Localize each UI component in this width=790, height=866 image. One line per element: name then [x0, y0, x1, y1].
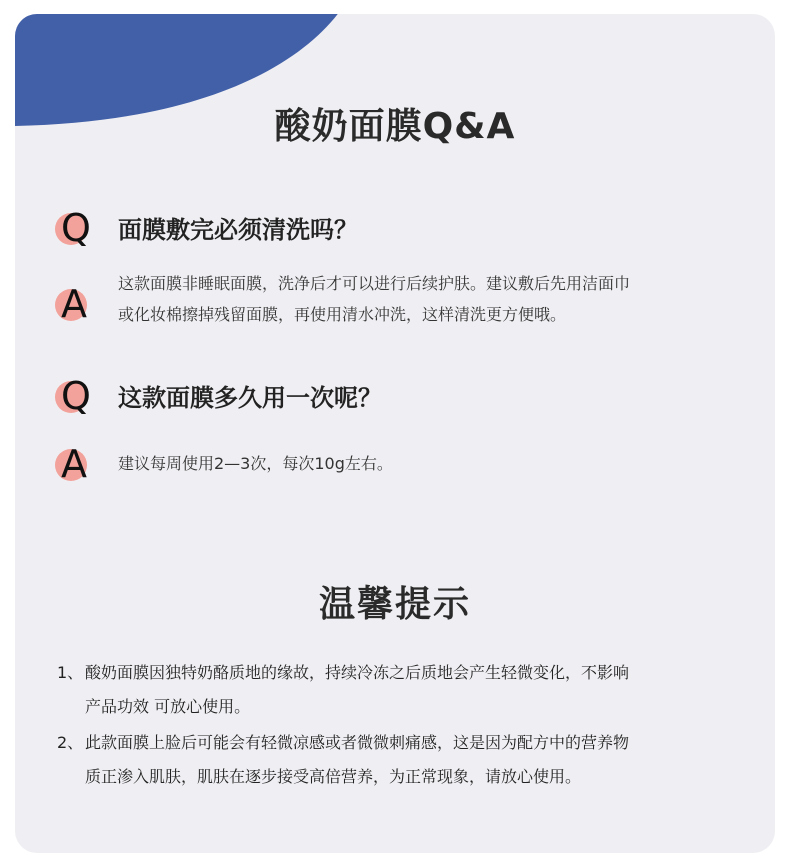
answer-2-line-1: 建议每周使用2—3次，每次10g左右。 — [118, 454, 393, 473]
page-title: 酸奶面膜Q&A — [274, 106, 516, 147]
badge-letter-a: A — [61, 282, 87, 326]
answer-badge-icon — [55, 283, 97, 325]
tip-2-number: 2、 — [57, 733, 84, 752]
tip-1-line-2: 产品功效 可放心使用。 — [85, 697, 251, 716]
answer-1-line-1: 这款面膜非睡眠面膜，洗净后才可以进行后续护肤。建议敷后先用洁面巾 — [118, 274, 631, 293]
content-card — [15, 14, 775, 853]
tip-item-1 — [57, 656, 747, 724]
question-badge-icon — [55, 375, 97, 417]
answer-1 — [118, 268, 718, 330]
answer-1-line-2: 或化妆棉擦掉残留面膜，再使用清水冲洗，这样清洗更方便哦。 — [118, 305, 567, 324]
badge-letter-a: A — [61, 442, 87, 486]
tip-2-line-1: 此款面膜上脸后可能会有轻微凉感或者微微刺痛感，这是因为配方中的营养物 — [85, 733, 630, 752]
badge-letter-q: Q — [61, 206, 91, 250]
badge-letter-q: Q — [61, 374, 91, 418]
tip-1-number: 1、 — [57, 663, 84, 682]
question-2: 这款面膜多久用一次呢？ — [118, 384, 382, 412]
tip-2-line-2: 质正渗入肌肤，肌肤在逐步接受高倍营养，为正常现象，请放心使用。 — [85, 767, 582, 786]
answer-badge-icon — [55, 443, 97, 485]
tip-item-2 — [57, 726, 747, 794]
question-1: 面膜敷完必须清洗吗？ — [118, 216, 358, 244]
question-badge-icon — [55, 207, 97, 249]
answer-2 — [118, 448, 718, 479]
tips-title: 温馨提示 — [318, 584, 471, 625]
tip-1-line-1: 酸奶面膜因独特奶酪质地的缘故，持续冷冻之后质地会产生轻微变化，不影响 — [85, 663, 630, 682]
